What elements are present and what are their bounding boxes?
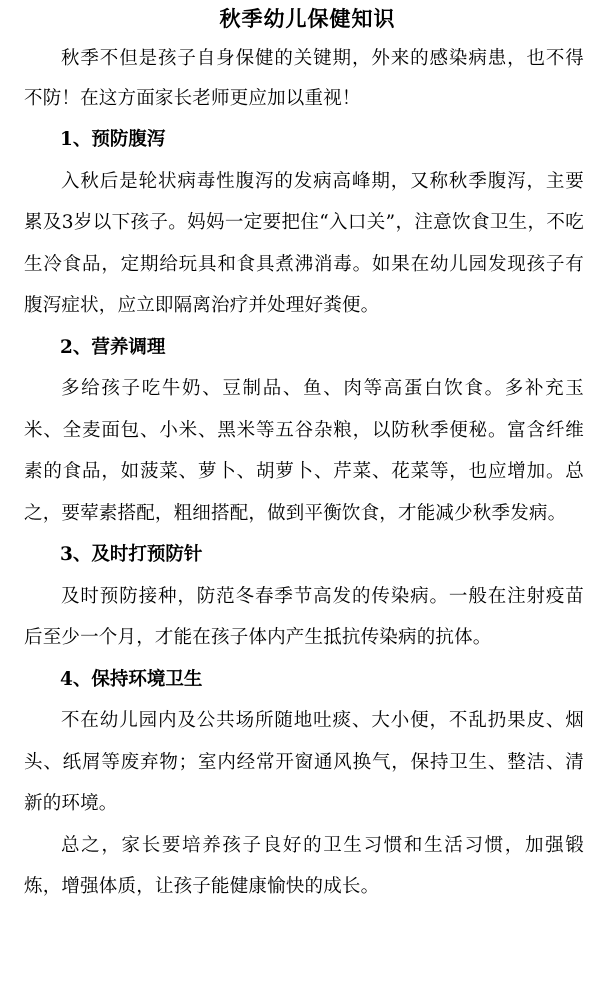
section-heading-vaccination: 3、及时打预防针 (60, 544, 203, 565)
document-body (24, 39, 584, 908)
section-heading-hygiene: 4、保持环境卫生 (60, 668, 203, 690)
section-body-diarrhea: 入秋后是轮状病毒性腹泻的发病高峰期，又称秋季腹泻，主要累及3岁以下孩子。妈妈一定要把住“入口关”，注意饮食卫生，不吃生冷食品，定期给玩具和食具煮沸消毒。如果在幼儿园发现孩子有腹泻症状，应立即隔离治疗并处理好粪便。 (24, 170, 584, 316)
section-body-hygiene: 不在幼儿园内及公共场所随地吐痰、大小便，不乱扔果皮、烟头、纸屑等废弃物；室内经常开窗通风换气，保持卫生、整洁、清新的环境。 (24, 710, 584, 814)
conclusion-paragraph: 总之，家长要培养孩子良好的卫生习惯和生活习惯，加强锻炼，增强体质，让孩子能健康愉快的成长。 (24, 834, 584, 897)
intro-paragraph: 秋季不但是孩子自身保健的关键期，外来的感染病患，也不得不防！在这方面家长老师更应加以重视！ (24, 48, 584, 109)
section-heading-diarrhea: 1、预防腹泻 (60, 129, 166, 150)
document-title: 秋季幼儿保健知识 (219, 6, 396, 31)
section-body-nutrition: 多给孩子吃牛奶、豆制品、鱼、肉等高蛋白饮食。多补充玉米、全麦面包、小米、黑米等五谷杂粮，以防秋季便秘。富含纤维素的食品，如菠菜、萝卜、胡萝卜、芹菜、花菜等，也应增加。总之，要荤素搭配，粗细搭配，做到平衡饮食，才能减少秋季发病。 (24, 378, 584, 524)
section-heading-nutrition: 2、营养调理 (60, 336, 166, 358)
section-body-vaccination: 及时预防接种，防范冬春季节高发的传染病。一般在注射疫苗后至少一个月，才能在孩子体内产生抵抗传染病的抗体。 (24, 585, 584, 648)
